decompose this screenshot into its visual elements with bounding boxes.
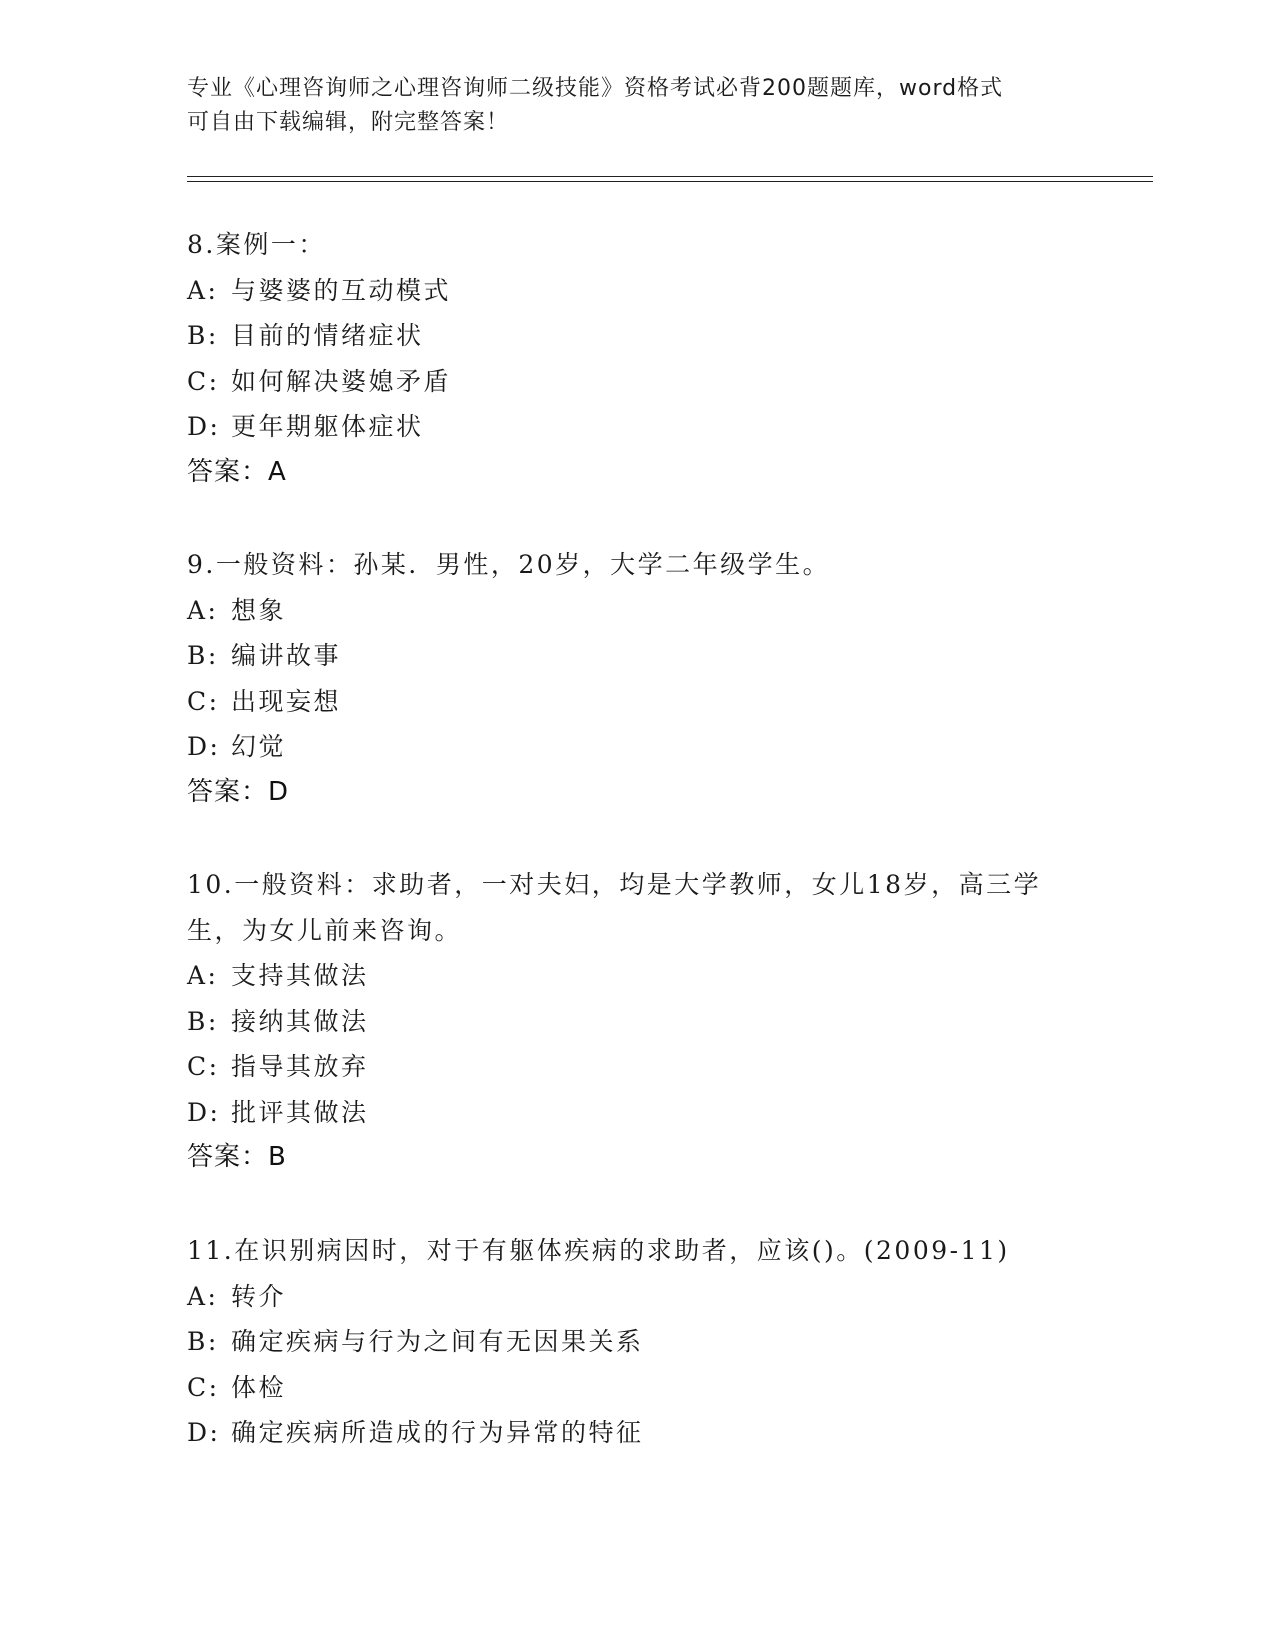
option-text: 支持其做法 (231, 961, 369, 990)
option-letter: D: (187, 1418, 221, 1447)
option-text: 幻觉 (231, 732, 287, 761)
answer-line: 答案：A (187, 456, 287, 487)
answer-line: 答案：D (187, 776, 290, 807)
question-11 (187, 1228, 1087, 1456)
option-letter: B: (187, 321, 219, 350)
option-text: 想象 (231, 595, 287, 625)
option-text: 编讲故事 (231, 641, 342, 670)
option-d (187, 724, 1087, 770)
option-text: 更年期躯体症状 (231, 412, 424, 441)
option-a (187, 268, 1087, 314)
header-line-1: 专业《心理咨询师之心理咨询师二级技能》资格考试必背200题题库，word格式 (187, 76, 1004, 101)
option-a (187, 588, 1087, 634)
option-d (187, 404, 1087, 450)
option-d (187, 1410, 1087, 1456)
header-divider-bottom (187, 181, 1153, 182)
option-letter: B: (187, 641, 219, 670)
option-letter: A: (187, 961, 219, 990)
option-c (187, 1044, 1087, 1090)
question-stem: 8.案例一： (187, 230, 326, 259)
option-d (187, 1090, 1087, 1136)
header-divider-top (187, 176, 1153, 177)
option-text: 接纳其做法 (231, 1006, 369, 1036)
question-stem: 10.一般资料：求助者，一对夫妇，均是大学教师，女儿18岁，高三学生，为女儿前来咨询。 (187, 870, 1042, 945)
option-letter: D: (187, 1097, 221, 1127)
option-letter: C: (187, 366, 220, 396)
question-stem: 11.在识别病因时，对于有躯体疾病的求助者，应该()。(2009-11) (187, 1236, 1010, 1265)
option-b (187, 999, 1087, 1045)
option-letter: D: (187, 732, 221, 761)
option-text: 指导其放弃 (231, 1052, 369, 1081)
option-text: 如何解决婆媳矛盾 (231, 366, 452, 396)
option-text: 确定疾病与行为之间有无因果关系 (231, 1327, 644, 1356)
option-b (187, 633, 1087, 679)
option-text: 目前的情绪症状 (231, 321, 424, 350)
option-letter: D: (187, 412, 221, 441)
option-text: 出现妄想 (231, 686, 342, 716)
option-a (187, 1274, 1087, 1320)
header-line-2: 可自由下载编辑，附完整答案！ (187, 110, 510, 135)
question-10 (187, 862, 1087, 1181)
option-letter: A: (187, 1281, 219, 1311)
question-9 (187, 542, 1087, 815)
question-8 (187, 222, 1087, 495)
option-c (187, 1365, 1087, 1411)
option-text: 转介 (231, 1281, 287, 1311)
option-letter: C: (187, 686, 220, 716)
option-letter: A: (187, 595, 219, 625)
question-stem: 9.一般资料：孙某．男性，20岁，大学二年级学生。 (187, 550, 831, 579)
option-b (187, 1319, 1087, 1365)
answer-line: 答案：B (187, 1142, 287, 1172)
option-text: 与婆婆的互动模式 (231, 275, 452, 305)
document-header (187, 72, 1087, 140)
option-letter: C: (187, 1052, 220, 1081)
option-letter: B: (187, 1327, 219, 1356)
option-letter: A: (187, 275, 219, 305)
option-b (187, 313, 1087, 359)
option-c (187, 359, 1087, 405)
option-text: 确定疾病所造成的行为异常的特征 (231, 1418, 644, 1447)
option-letter: B: (187, 1006, 219, 1036)
option-letter: C: (187, 1372, 220, 1402)
option-text: 批评其做法 (231, 1097, 369, 1127)
option-a (187, 953, 1087, 999)
option-c (187, 679, 1087, 725)
option-text: 体检 (231, 1372, 287, 1402)
